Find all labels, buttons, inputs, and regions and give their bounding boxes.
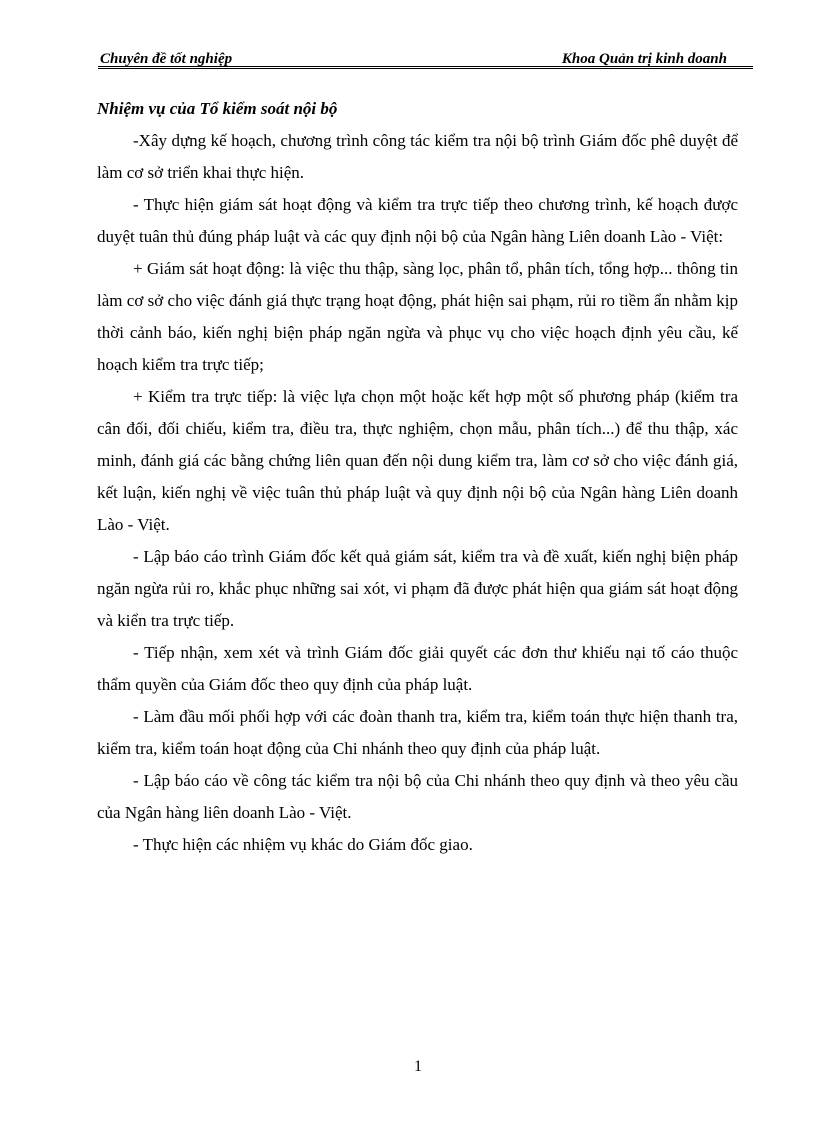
page-header <box>98 46 753 68</box>
paragraph: -Xây dựng kế hoạch, chương trình công tác kiểm tra nội bộ trình Giám đốc phê duyệt để làm cơ sở triển khai thực hiện. <box>97 131 738 182</box>
header-left-title: Chuyên đề tốt nghiệp <box>100 51 233 67</box>
paragraph: - Làm đầu mối phối hợp với các đoàn thanh tra, kiểm tra, kiểm toán thực hiện thanh tra, kiểm tra, kiểm toán hoạt động của Chi nhánh theo quy định của pháp luật. <box>97 707 738 758</box>
paragraph: - Thực hiện các nhiệm vụ khác do Giám đốc giao. <box>133 835 473 854</box>
paragraph: - Lập báo cáo về công tác kiểm tra nội bộ của Chi nhánh theo quy định và theo yêu cầu của Ngân hàng liên doanh Lào - Việt. <box>97 771 738 822</box>
paragraph: - Tiếp nhận, xem xét và trình Giám đốc giải quyết các đơn thư khiếu nại tố cáo thuộc thẩm quyền của Giám đốc theo quy định của pháp luật. <box>97 643 738 694</box>
header-right-title: Khoa Quản trị kinh doanh <box>561 51 727 67</box>
header-divider <box>98 66 753 69</box>
paragraph: - Thực hiện giám sát hoạt động và kiểm tra trực tiếp theo chương trình, kế hoạch được duyệt tuân thủ đúng pháp luật và các quy định nội bộ của Ngân hàng Liên doanh Lào - Việt: <box>97 195 738 246</box>
paragraph: + Giám sát hoạt động: là việc thu thập, sàng lọc, phân tổ, phân tích, tổng hợp... thông tin làm cơ sở cho việc đánh giá thực trạng hoạt động, phát hiện sai phạm, rủi ro tiềm ẩn nhằm kịp thời cảnh báo, kiến nghị biện pháp ngăn ngừa và phục vụ cho việc hoạch định yêu cầu, kế hoạch kiểm tra trực tiếp; <box>97 259 738 374</box>
paragraph: - Lập báo cáo trình Giám đốc kết quả giám sát, kiểm tra và đề xuất, kiến nghị biện pháp ngăn ngừa rủi ro, khắc phục những sai xót, vi phạm đã được phát hiện qua giám sát hoạt động và kiển tra trực tiếp. <box>97 547 738 630</box>
paragraph: + Kiểm tra trực tiếp: là việc lựa chọn một hoặc kết hợp một số phương pháp (kiểm tra cân đối, đối chiếu, kiểm tra, điều tra, thực nghiệm, chọn mẫu, phân tích...) để thu thập, xác minh, đánh giá các bằng chứng liên quan đến nội dung kiểm tra, làm cơ sở cho việc đánh giá, kết luận, kiến nghị về việc tuân thủ pháp luật và quy định nội bộ của Ngân hàng Liên doanh Lào - Việt. <box>97 387 738 534</box>
section-title: Nhiệm vụ của Tổ kiểm soát nội bộ <box>97 99 338 118</box>
page-number: 1 <box>414 1058 422 1075</box>
document-body <box>97 92 738 861</box>
